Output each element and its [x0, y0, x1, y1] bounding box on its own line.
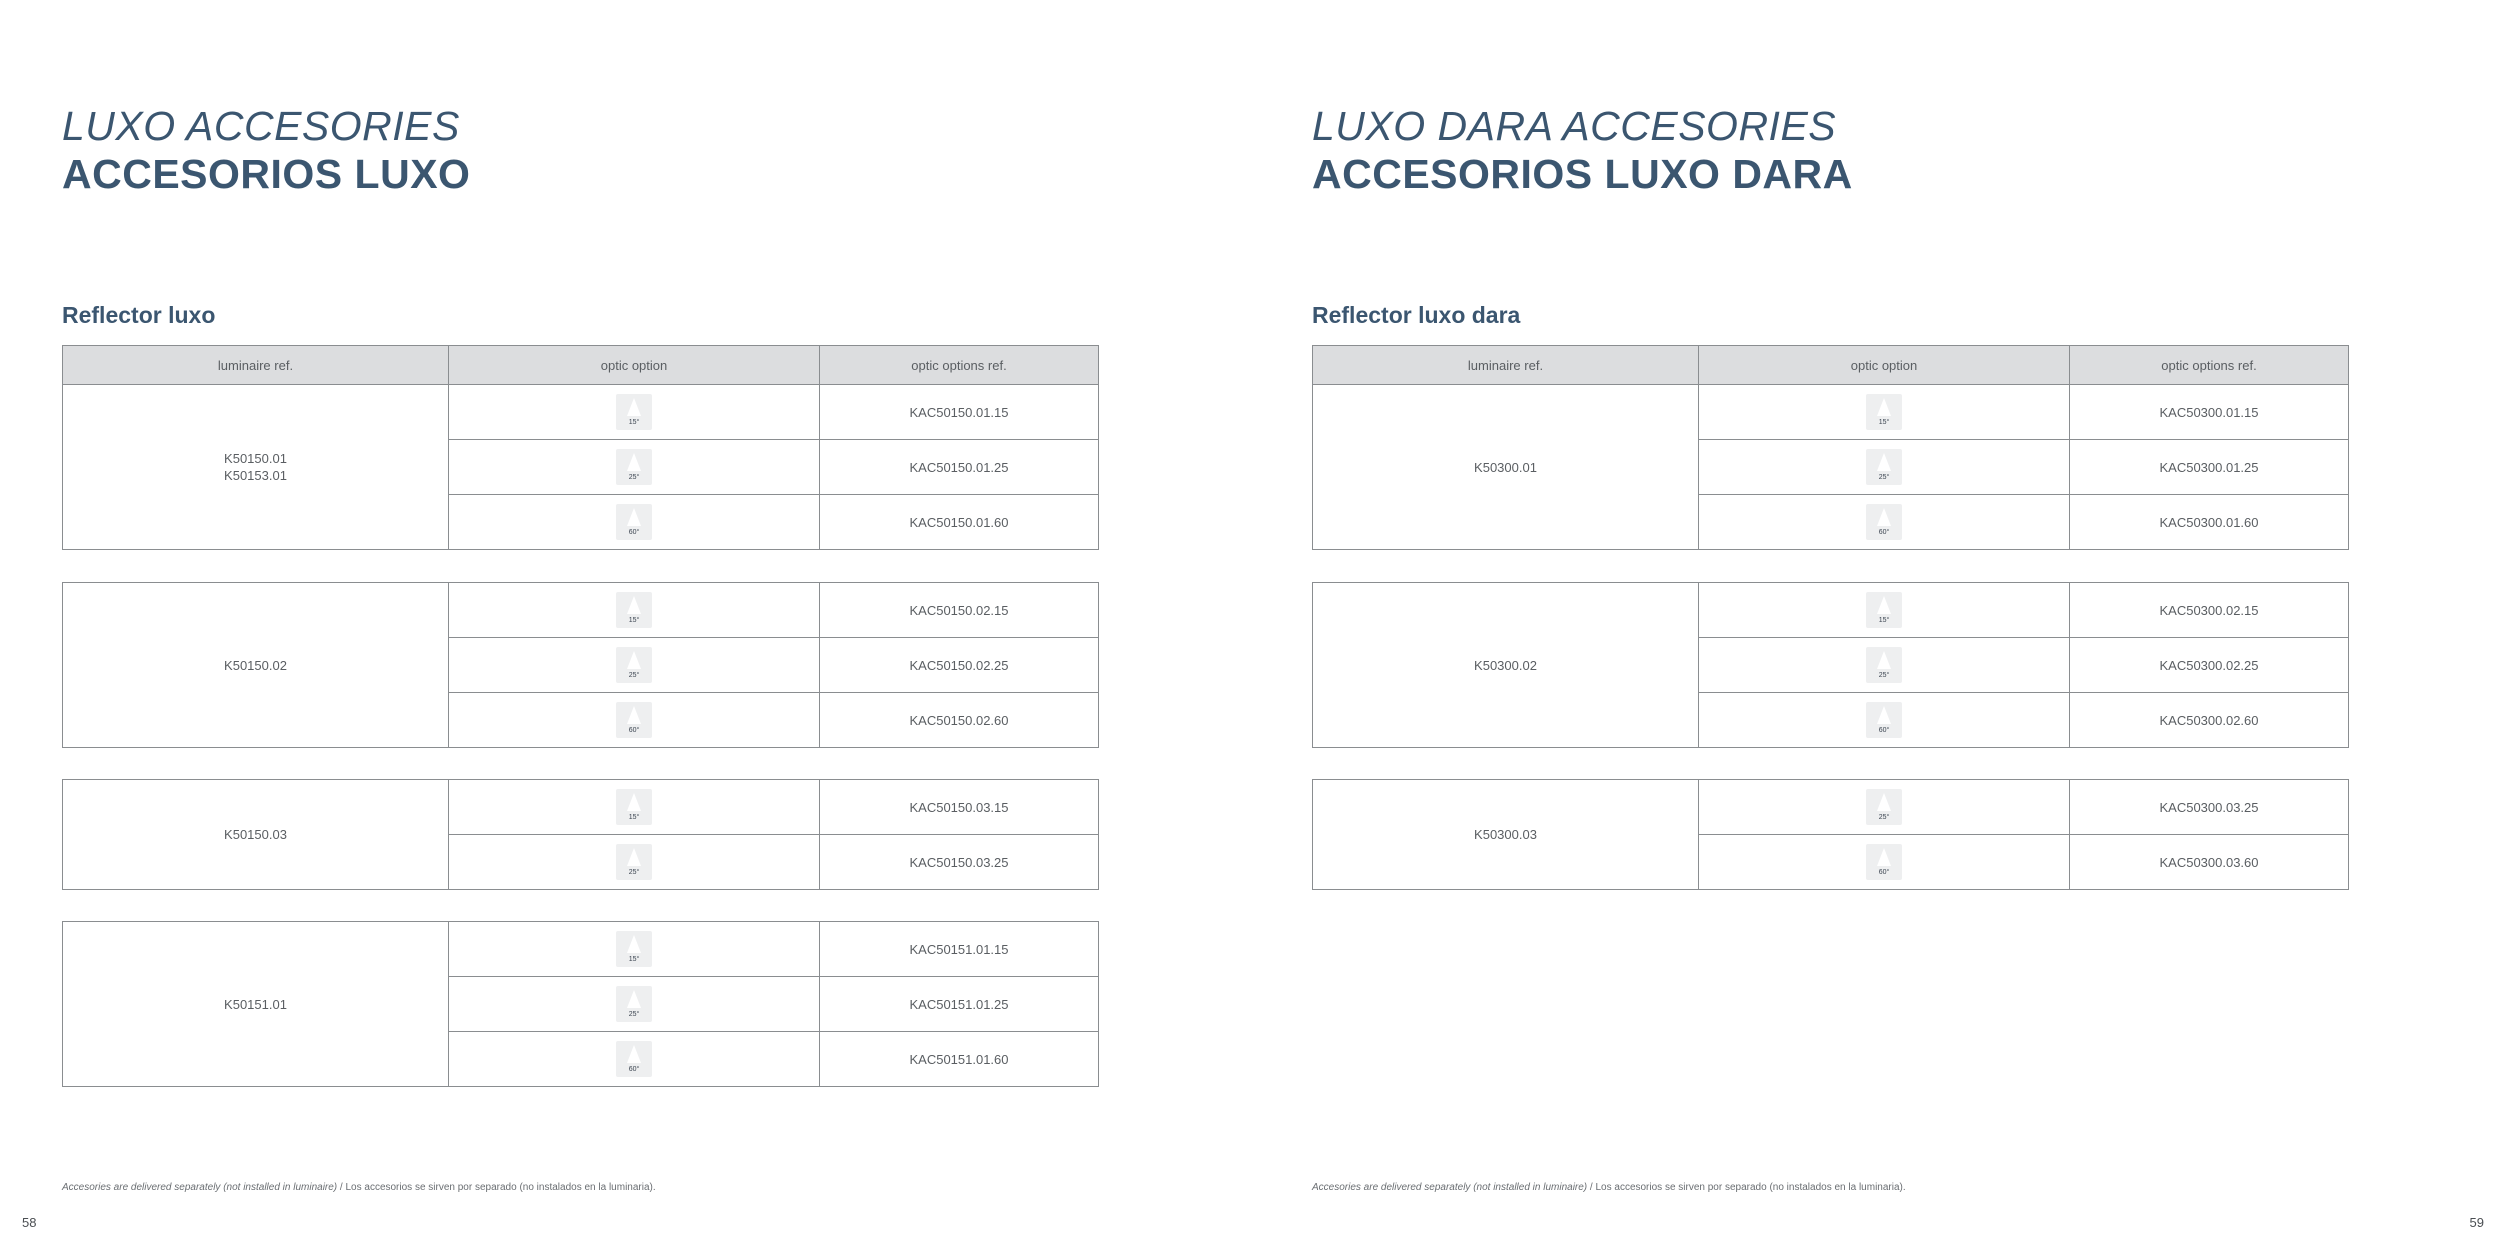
optic-option-cell — [1699, 835, 2070, 890]
beam-cone-shape — [627, 848, 641, 866]
beam-cone-shape — [627, 706, 641, 724]
luminaire-ref-cell — [1313, 583, 1699, 748]
optic-options-ref: KAC50150.02.60 — [820, 693, 1099, 748]
optic-option-cell — [1699, 583, 2070, 638]
optic-beam-icon — [616, 504, 652, 540]
table-row — [63, 922, 1099, 977]
beam-angle-label: 25° — [628, 474, 640, 481]
optic-beam-icon — [1866, 844, 1902, 880]
page-title-english: LUXO DARA ACCESORIES — [1312, 103, 1837, 149]
section-title: Reflector luxo dara — [1312, 302, 1521, 328]
table-header-row — [1313, 346, 2349, 385]
table-row — [1313, 385, 2349, 440]
optic-beam-icon — [616, 844, 652, 880]
footnote-english: Accesories are delivered separately (not installed in luminaire) — [1312, 1182, 1588, 1193]
luminaire-ref: K50300.02 — [1474, 657, 1537, 673]
optic-option-cell — [449, 693, 820, 748]
optic-option-cell — [449, 638, 820, 693]
beam-angle-label: 25° — [1878, 672, 1890, 679]
luminaire-ref-cell — [63, 780, 449, 890]
optic-options-ref: KAC50151.01.60 — [820, 1032, 1099, 1087]
optic-option-cell — [1699, 495, 2070, 550]
optic-beam-icon — [616, 394, 652, 430]
footnote-english: Accesories are delivered separately (not installed in luminaire) — [62, 1182, 338, 1193]
footnote-spanish: / Los accesorios se sirven por separado (no instalados en la luminaria). — [1587, 1182, 1906, 1193]
beam-cone-shape — [1877, 706, 1891, 724]
beam-angle-label: 25° — [1878, 814, 1890, 821]
optic-options-ref: KAC50300.01.15 — [2070, 385, 2349, 440]
beam-angle-label: 15° — [628, 617, 640, 624]
optic-option-cell — [449, 835, 820, 890]
optic-beam-icon — [616, 592, 652, 628]
beam-cone-shape — [627, 793, 641, 811]
table-row — [1313, 780, 2349, 835]
beam-cone-shape — [627, 651, 641, 669]
optic-option-cell — [1699, 440, 2070, 495]
luminaire-ref-cell — [63, 922, 449, 1087]
beam-cone-shape — [627, 596, 641, 614]
header-optic-option: optic option — [449, 346, 820, 385]
optic-beam-icon — [1866, 702, 1902, 738]
luminaire-ref: K50150.03 — [224, 827, 287, 842]
reference-table — [62, 779, 1099, 890]
optic-beam-icon — [1866, 394, 1902, 430]
beam-cone-shape — [1877, 453, 1891, 471]
beam-cone-shape — [1877, 398, 1891, 416]
section-title: Reflector luxo — [62, 302, 216, 328]
luminaire-ref-cell — [1313, 385, 1699, 550]
luminaire-ref-cell — [1313, 780, 1699, 890]
beam-angle-label: 60° — [1878, 529, 1890, 536]
header-luminaire-ref: luminaire ref. — [63, 346, 449, 385]
optic-options-ref: KAC50300.01.25 — [2070, 440, 2349, 495]
beam-angle-label: 15° — [628, 956, 640, 963]
reference-table — [62, 921, 1099, 1087]
footnote — [62, 1181, 656, 1194]
beam-cone-shape — [1877, 793, 1891, 811]
beam-angle-label: 25° — [1878, 474, 1890, 481]
reference-table — [1312, 345, 2349, 550]
optic-beam-icon — [1866, 504, 1902, 540]
luminaire-ref: K50150.01 — [224, 451, 287, 466]
optic-options-ref: KAC50300.03.25 — [2070, 780, 2349, 835]
table-row — [63, 780, 1099, 835]
beam-cone-shape — [1877, 596, 1891, 614]
luminaire-ref: K50153.01 — [224, 468, 287, 483]
beam-cone-shape — [627, 453, 641, 471]
page-number: 58 — [22, 1215, 37, 1230]
optic-beam-icon — [1866, 647, 1902, 683]
optic-option-cell — [449, 385, 820, 440]
optic-options-ref: KAC50300.02.25 — [2070, 638, 2349, 693]
optic-option-cell — [449, 583, 820, 638]
page-title-spanish: ACCESORIOS LUXO DARA — [1312, 151, 1853, 197]
reference-table — [1312, 779, 2349, 890]
beam-angle-label: 15° — [1878, 419, 1890, 426]
optic-options-ref: KAC50300.02.60 — [2070, 693, 2349, 748]
beam-cone-shape — [627, 398, 641, 416]
optic-option-cell — [449, 495, 820, 550]
beam-cone-shape — [627, 1045, 641, 1063]
optic-option-cell — [1699, 638, 2070, 693]
header-optic-options-ref: optic options ref. — [2070, 346, 2349, 385]
luminaire-ref: K50300.01 — [1474, 459, 1537, 475]
optic-option-cell — [449, 1032, 820, 1087]
page-number: 59 — [2469, 1215, 2484, 1230]
optic-options-ref: KAC50300.03.60 — [2070, 835, 2349, 890]
right-page — [1250, 0, 2500, 1250]
optic-options-ref: KAC50150.02.15 — [820, 583, 1099, 638]
table-row — [63, 583, 1099, 638]
beam-angle-label: 60° — [628, 1066, 640, 1073]
beam-angle-label: 60° — [628, 529, 640, 536]
beam-cone-shape — [627, 508, 641, 526]
optic-beam-icon — [616, 647, 652, 683]
beam-angle-label: 60° — [1878, 869, 1890, 876]
beam-angle-label: 25° — [628, 1011, 640, 1018]
beam-cone-shape — [1877, 848, 1891, 866]
optic-beam-icon — [616, 931, 652, 967]
page-title-spanish: ACCESORIOS LUXO — [62, 151, 471, 197]
optic-options-ref: KAC50150.02.25 — [820, 638, 1099, 693]
luminaire-ref-cell — [63, 385, 449, 550]
beam-cone-shape — [627, 935, 641, 953]
optic-options-ref: KAC50150.01.15 — [820, 385, 1099, 440]
optic-beam-icon — [1866, 789, 1902, 825]
optic-options-ref: KAC50150.03.25 — [820, 835, 1099, 890]
optic-option-cell — [449, 977, 820, 1032]
luminaire-ref: K50151.01 — [224, 996, 287, 1012]
optic-beam-icon — [616, 1041, 652, 1077]
beam-cone-shape — [1877, 651, 1891, 669]
optic-option-cell — [449, 440, 820, 495]
table-row — [63, 385, 1099, 440]
beam-angle-label: 15° — [628, 814, 640, 821]
beam-cone-shape — [627, 990, 641, 1008]
optic-option-cell — [1699, 780, 2070, 835]
optic-options-ref: KAC50151.01.25 — [820, 977, 1099, 1032]
optic-beam-icon — [616, 986, 652, 1022]
optic-options-ref: KAC50300.01.60 — [2070, 495, 2349, 550]
optic-option-cell — [449, 780, 820, 835]
beam-cone-shape — [1877, 508, 1891, 526]
reference-table — [62, 582, 1099, 748]
optic-option-cell — [1699, 693, 2070, 748]
header-optic-option: optic option — [1699, 346, 2070, 385]
optic-beam-icon — [1866, 449, 1902, 485]
reference-table — [1312, 582, 2349, 748]
page-title-english: LUXO ACCESORIES — [62, 103, 460, 149]
beam-angle-label: 60° — [1878, 727, 1890, 734]
optic-beam-icon — [616, 702, 652, 738]
beam-angle-label: 25° — [628, 869, 640, 876]
table-row — [1313, 583, 2349, 638]
optic-options-ref: KAC50300.02.15 — [2070, 583, 2349, 638]
luminaire-ref-cell — [63, 583, 449, 748]
optic-beam-icon — [1866, 592, 1902, 628]
optic-options-ref: KAC50150.03.15 — [820, 780, 1099, 835]
beam-angle-label: 15° — [1878, 617, 1890, 624]
optic-option-cell — [1699, 385, 2070, 440]
table-header-row — [63, 346, 1099, 385]
beam-angle-label: 60° — [628, 727, 640, 734]
beam-angle-label: 15° — [628, 419, 640, 426]
optic-option-cell — [449, 922, 820, 977]
luminaire-ref: K50300.03 — [1474, 827, 1537, 842]
footnote-spanish: / Los accesorios se sirven por separado (no instalados en la luminaria). — [337, 1182, 656, 1193]
optic-options-ref: KAC50150.01.25 — [820, 440, 1099, 495]
optic-options-ref: KAC50151.01.15 — [820, 922, 1099, 977]
header-luminaire-ref: luminaire ref. — [1313, 346, 1699, 385]
footnote — [1312, 1181, 1906, 1194]
beam-angle-label: 25° — [628, 672, 640, 679]
luminaire-ref: K50150.02 — [224, 657, 287, 673]
optic-beam-icon — [616, 789, 652, 825]
header-optic-options-ref: optic options ref. — [820, 346, 1099, 385]
optic-beam-icon — [616, 449, 652, 485]
reference-table — [62, 345, 1099, 550]
optic-options-ref: KAC50150.01.60 — [820, 495, 1099, 550]
